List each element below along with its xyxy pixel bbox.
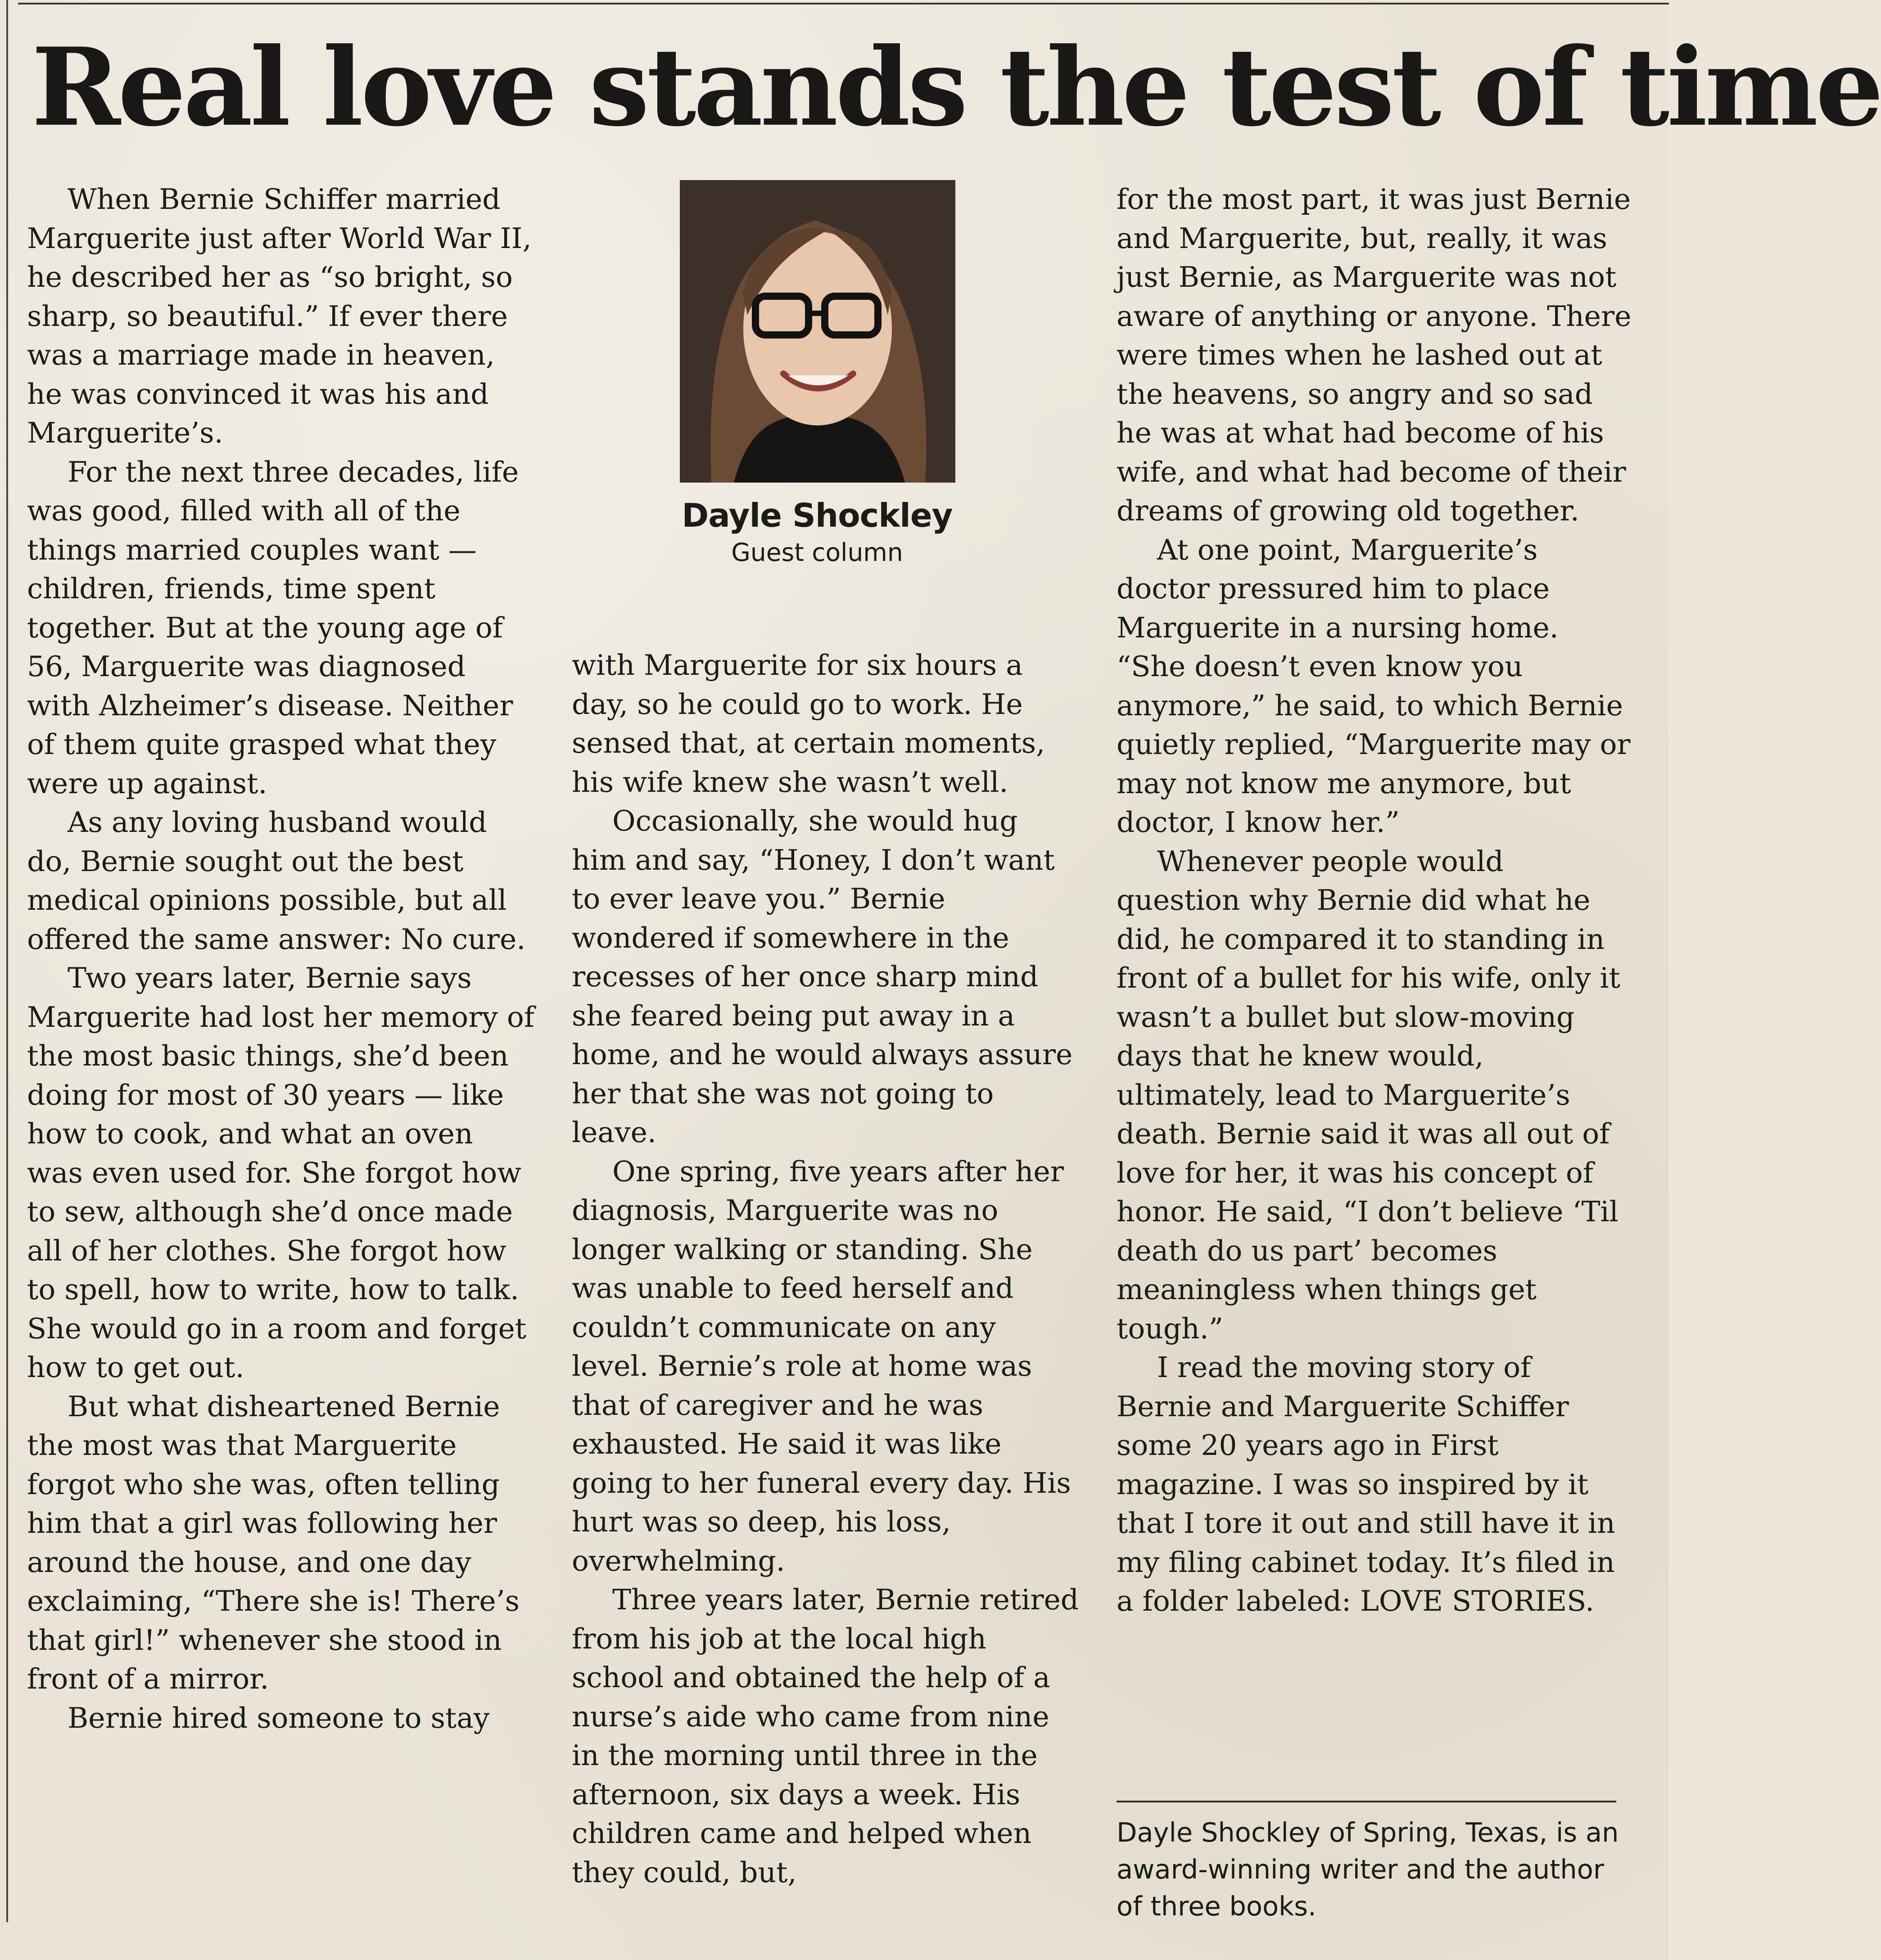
paragraph: At one point, Marguerite’s doctor pressured him to place Marguerite in a nursing home. “She doesn’t even know you anymore,” he said, to which Bernie quietly replied, “Marguerite may or may not know me anymore, but doctor, I know her.” [1117, 533, 1631, 839]
author-portrait-image [680, 180, 955, 483]
paragraph: Bernie hired someone to stay [68, 1701, 490, 1734]
paragraph: As any loving husband would do, Bernie sought out the best medical opinions possible, but all offered the same answer: No cure. [27, 806, 526, 956]
column-2 [572, 646, 1081, 1892]
paragraph: When Bernie Schiffer married Marguerite just after World War II, he described her as “so bright, so sharp, so beautiful.” If ever there was a marriage made in heaven, he was convinced it was his and Marguerite’s. [27, 183, 532, 449]
author-role: Guest column [731, 538, 903, 567]
top-rule [18, 3, 1669, 5]
author-photo [680, 180, 955, 483]
author-name: Dayle Shockley [682, 497, 953, 534]
paragraph: Whenever people would question why Bernie did what he did, he compared it to standing in front of a bullet for his wife, only it wasn’t a bullet but slow-moving days that he knew would, ultimately, lead to Marguerite’s death. Bernie said it was all out of love for her, it was his concept of honor. He said, “I don’t believe ‘Til death do us part’ becomes meaningless when things get tough.” [1117, 845, 1620, 1345]
paragraph: I read the moving story of Bernie and Marguerite Schiffer some 20 years ago in First magazine. I was so inspired by it that I tore it out and still have it in my filing cabinet today. It’s filed in a folder labeled: LOVE STORIES. [1117, 1351, 1615, 1617]
paragraph: with Marguerite for six hours a day, so he could go to work. He sensed that, at certain moments, his wife knew she wasn’t well. [572, 649, 1045, 799]
column-3 [1117, 180, 1634, 1621]
author-byline [581, 495, 1054, 569]
paragraph: For the next three decades, life was good, filled with all of the things married couples want — children, friends, time spent together. But at the young age of 56, Marguerite was diagnosed with Alzheimer’s disease. Neither of them quite grasped what they were up against. [27, 455, 519, 800]
paragraph: for the most part, it was just Bernie and Marguerite, but, really, it was just Bernie, as Marguerite was not aware of anything or anyone. There were times when he lashed out at the heavens, so angry and so sad he was at what had become of his wife, and what had become of their dreams of growing old together. [1117, 183, 1632, 527]
headline: Real love stands the test of time [32, 25, 1881, 150]
column-1 [27, 180, 536, 1738]
paragraph: Three years later, Bernie retired from his job at the local high school and obtained the help of a nurse’s aide who came from nine in the morning until three in the afternoon, six days a week. His children came and helped when they could, but, [572, 1583, 1079, 1889]
left-rule [6, 0, 8, 1922]
author-bio: Dayle Shockley of Spring, Texas, is an award-winning writer and the author of three books. [1117, 1817, 1619, 1922]
paragraph: One spring, five years after her diagnosis, Marguerite was no longer walking or standing. She was unable to feed herself and couldn’t communicate on any level. Bernie’s role at home was that of caregiver and he was exhausted. He said it was like going to her funeral every day. His hurt was so deep, his loss, overwhelming. [572, 1155, 1071, 1577]
paragraph: But what disheartened Bernie the most was that Marguerite forgot who she was, often telling him that a girl was following her around the house, and one day exclaiming, “There she is! There’s that girl!” whenever she stood in front of a mirror. [27, 1390, 520, 1695]
paragraph: Two years later, Bernie says Marguerite had lost her memory of the most basic things, she’d been doing for most of 30 years — like how to cook, and what an oven was even used for. She forgot how to sew, although she’d once made all of her clothes. She forgot how to spell, how to write, how to talk. She would go in a room and forget how to get out. [27, 962, 535, 1384]
paragraph: Occasionally, she would hug him and say, “Honey, I don’t want to ever leave you.” Bernie wondered if somewhere in the recesses of her once sharp mind she feared being put away in a home, and he would always assure her that she was not going to leave. [572, 804, 1073, 1149]
bio-divider [1117, 1801, 1616, 1802]
